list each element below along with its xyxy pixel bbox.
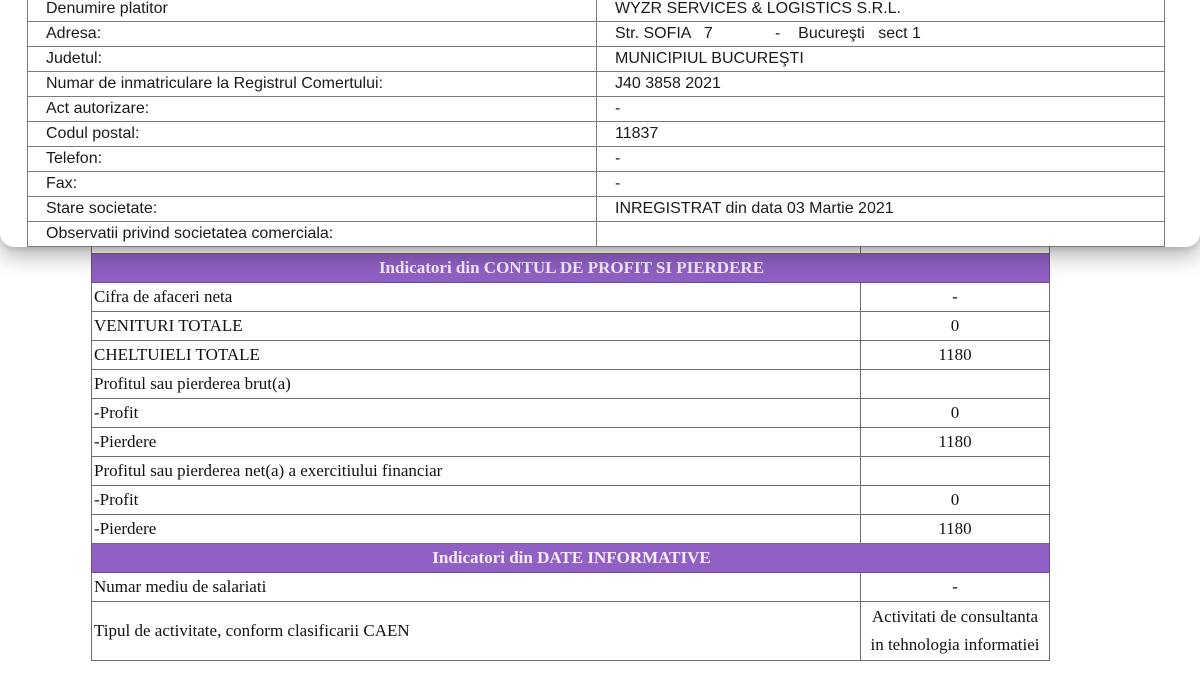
row-value: - <box>861 283 1050 312</box>
financial-indicators-table <box>91 222 1050 661</box>
field-value <box>597 222 1165 247</box>
table-row <box>92 602 1050 661</box>
field-value: - <box>597 97 1165 122</box>
row-value: 1180 <box>861 515 1050 544</box>
table-row <box>28 172 1165 197</box>
row-value <box>861 370 1050 399</box>
field-value: 11837 <box>597 122 1165 147</box>
table-row <box>92 428 1050 457</box>
section-header-label: Indicatori din DATE INFORMATIVE <box>92 544 1050 573</box>
row-label: -Pierdere <box>92 428 861 457</box>
caen-line-2: in tehnologia informatiei <box>870 635 1040 654</box>
row-label: Numar mediu de salariati <box>92 573 861 602</box>
field-label: Stare societate: <box>28 197 597 222</box>
table-row <box>92 457 1050 486</box>
table-row <box>92 399 1050 428</box>
field-value: INREGISTRAT din data 03 Martie 2021 <box>597 197 1165 222</box>
row-value: - <box>861 573 1050 602</box>
table-row <box>92 370 1050 399</box>
field-label: Denumire platitor <box>28 0 597 22</box>
section-header-profit-loss <box>92 254 1050 283</box>
row-label: VENITURI TOTALE <box>92 312 861 341</box>
field-value: - <box>597 172 1165 197</box>
row-value: 0 <box>861 486 1050 515</box>
field-label: Observatii privind societatea comerciala: <box>28 222 597 247</box>
field-label: Act autorizare: <box>28 97 597 122</box>
row-label: CHELTUIELI TOTALE <box>92 341 861 370</box>
row-label: -Profit <box>92 399 861 428</box>
row-label: -Profit <box>92 486 861 515</box>
table-row <box>92 283 1050 312</box>
row-value: 0 <box>861 399 1050 428</box>
field-label: Judetul: <box>28 47 597 72</box>
table-row <box>28 0 1165 22</box>
field-value: WYZR SERVICES & LOGISTICS S.R.L. <box>597 0 1165 22</box>
row-value: 1180 <box>861 341 1050 370</box>
row-value <box>861 602 1050 661</box>
field-label: Telefon: <box>28 147 597 172</box>
row-label: Profitul sau pierderea net(a) a exercitiului financiar <box>92 457 861 486</box>
field-value: MUNICIPIUL BUCUREŞTI <box>597 47 1165 72</box>
table-row <box>92 312 1050 341</box>
field-label: Fax: <box>28 172 597 197</box>
company-info-card <box>0 0 1200 247</box>
row-label: Tipul de activitate, conform clasificarii CAEN <box>92 602 861 661</box>
table-row <box>92 486 1050 515</box>
row-value: 0 <box>861 312 1050 341</box>
table-row <box>92 341 1050 370</box>
table-row <box>28 222 1165 247</box>
caen-line-1: Activitati de consultanta <box>871 607 1039 626</box>
field-label: Adresa: <box>28 22 597 47</box>
field-value: Str. SOFIA 7 - Bucureşti sect 1 <box>597 22 1165 47</box>
table-row <box>92 573 1050 602</box>
table-row <box>28 22 1165 47</box>
section-header-informative <box>92 544 1050 573</box>
field-label: Codul postal: <box>28 122 597 147</box>
company-info-table <box>27 0 1165 247</box>
table-row <box>28 147 1165 172</box>
field-label: Numar de inmatriculare la Registrul Comertului: <box>28 72 597 97</box>
row-value <box>861 457 1050 486</box>
field-value: J40 3858 2021 <box>597 72 1165 97</box>
row-label: Cifra de afaceri neta <box>92 283 861 312</box>
table-row <box>28 72 1165 97</box>
row-label: Profitul sau pierderea brut(a) <box>92 370 861 399</box>
field-value: - <box>597 147 1165 172</box>
table-row <box>28 97 1165 122</box>
section-header-label: Indicatori din CONTUL DE PROFIT SI PIERDERE <box>92 254 1050 283</box>
table-row <box>28 122 1165 147</box>
table-row <box>92 515 1050 544</box>
table-row <box>28 47 1165 72</box>
row-value: 1180 <box>861 428 1050 457</box>
table-row <box>28 197 1165 222</box>
row-label: -Pierdere <box>92 515 861 544</box>
